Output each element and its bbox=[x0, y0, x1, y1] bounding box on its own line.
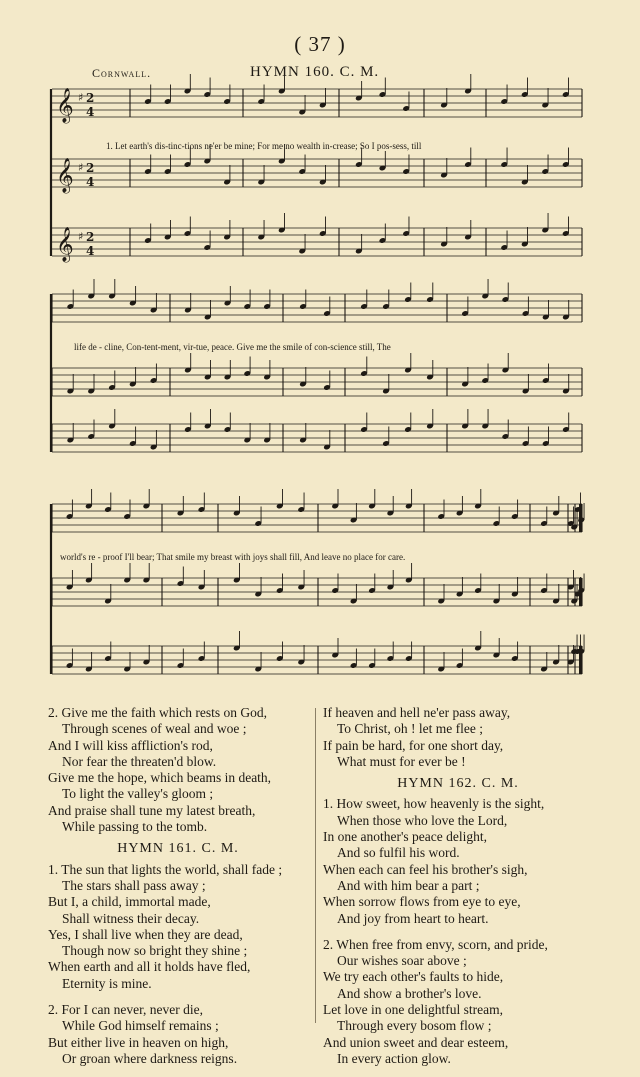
verse-line: The stars shall pass away ; bbox=[62, 877, 206, 893]
verse-line: And so fulfil his word. bbox=[337, 845, 460, 861]
hymn-heading: HYMN 161. C. M. bbox=[117, 841, 239, 857]
stanza-gap bbox=[323, 927, 593, 937]
verse-line: What must for ever be ! bbox=[337, 753, 466, 769]
verse-line: And praise shall tune my latest breath, bbox=[48, 802, 256, 818]
verse-line: In every action glow. bbox=[337, 1050, 451, 1066]
verse-line: 2. Give me the faith which rests on God, bbox=[48, 705, 267, 720]
verse-line: 1. How sweet, how heavenly is the sight, bbox=[323, 796, 545, 812]
verse-line: But either live in heaven on high, bbox=[48, 1034, 229, 1050]
hymn-text-left-column bbox=[48, 705, 308, 1067]
time-signature-bottom: 4 bbox=[86, 105, 95, 119]
verse-line: And I will kiss affliction's rod, bbox=[48, 737, 213, 753]
verse-line: When each can feel his brother's sigh, bbox=[323, 861, 528, 877]
verse-line: When sorrow flows from eye to eye, bbox=[323, 894, 521, 910]
verse-line: While God himself remains ; bbox=[62, 1018, 219, 1034]
lyrics-line-2: life de - cline, Con-tent-ment, vir-tue, peace. Give me the smile of con-science still, The bbox=[74, 342, 391, 352]
verse-line: Though now so bright they shine ; bbox=[62, 943, 248, 959]
verse-line: 2. For I can never, never die, bbox=[48, 1002, 204, 1018]
time-signature-top: 2 bbox=[86, 161, 95, 175]
verse-line: Or groan where darkness reigns. bbox=[62, 1050, 238, 1066]
clef-icon: 𝄞 bbox=[56, 227, 74, 262]
page-number: ( 37 ) bbox=[294, 32, 346, 56]
hymn-text-right-column bbox=[323, 705, 593, 1067]
verse-line: And union sweet and dear esteem, bbox=[323, 1034, 509, 1050]
verse-line: In one another's peace delight, bbox=[323, 829, 487, 845]
verse-line: To Christ, oh ! let me flee ; bbox=[337, 721, 484, 737]
verse-line: We try each other's faults to hide, bbox=[323, 969, 504, 985]
verse-line: If heaven and hell ne'er pass away, bbox=[323, 705, 511, 720]
final-barline bbox=[579, 646, 582, 674]
time-signature-bottom: 4 bbox=[86, 244, 95, 258]
verse-line: Let love in one delightful stream, bbox=[323, 1002, 503, 1018]
tune-name: Cornwall. bbox=[92, 66, 152, 80]
clef-icon: 𝄞 bbox=[56, 158, 74, 193]
column-divider bbox=[315, 708, 316, 1023]
verse-line: While passing to the tomb. bbox=[62, 819, 208, 835]
verse-line: Nor fear the threaten'd blow. bbox=[62, 753, 217, 769]
hymn-title: HYMN 160. C. M. bbox=[250, 64, 380, 80]
key-signature: ♯ bbox=[78, 91, 84, 104]
final-barline bbox=[579, 578, 582, 606]
time-signature-top: 2 bbox=[86, 230, 95, 244]
verse-line: And with him bear a part ; bbox=[337, 877, 480, 893]
hymn-heading: HYMN 162. C. M. bbox=[397, 776, 519, 792]
verse-line: And joy from heart to heart. bbox=[337, 910, 489, 926]
verse-line: When earth and all it holds have fled, bbox=[48, 959, 251, 975]
verse-line: Through scenes of weal and woe ; bbox=[62, 721, 247, 737]
key-signature: ♯ bbox=[78, 230, 84, 243]
verse-line: When those who love the Lord, bbox=[337, 812, 508, 828]
verse-line: Shall witness their decay. bbox=[62, 910, 200, 926]
verse-line: Through every bosom flow ; bbox=[337, 1018, 492, 1034]
verse-line: And show a brother's love. bbox=[337, 985, 482, 1001]
verse-line: To light the valley's gloom ; bbox=[62, 786, 214, 802]
verse-line: 1. The sun that lights the world, shall fade ; bbox=[48, 861, 283, 877]
clef-icon: 𝄞 bbox=[56, 88, 74, 123]
verse-line: 2. When free from envy, scorn, and pride, bbox=[323, 936, 548, 952]
verse-line: Eternity is mine. bbox=[62, 975, 152, 991]
verse-line: But I, a child, immortal made, bbox=[48, 894, 211, 910]
lyrics-line-3: world's re - proof I'll bear; That smile my breast with joys shall fill, And leave no place for care. bbox=[60, 552, 406, 562]
key-signature: ♯ bbox=[78, 161, 84, 174]
stanza-gap bbox=[48, 992, 308, 1002]
verse-line: Give me the hope, which beams in death, bbox=[48, 770, 272, 786]
time-signature-top: 2 bbox=[86, 91, 95, 105]
final-barline bbox=[579, 504, 582, 532]
verse-line: Our wishes soar above ; bbox=[337, 953, 467, 969]
time-signature-bottom: 4 bbox=[86, 175, 95, 189]
verse-line: Yes, I shall live when they are dead, bbox=[48, 926, 243, 942]
verse-line: If pain be hard, for one short day, bbox=[323, 737, 504, 753]
lyrics-line-1: 1. Let earth's dis-tinc-tions ne'er be mine; For me no wealth in-crease; So I pos-sess, till bbox=[106, 141, 422, 151]
